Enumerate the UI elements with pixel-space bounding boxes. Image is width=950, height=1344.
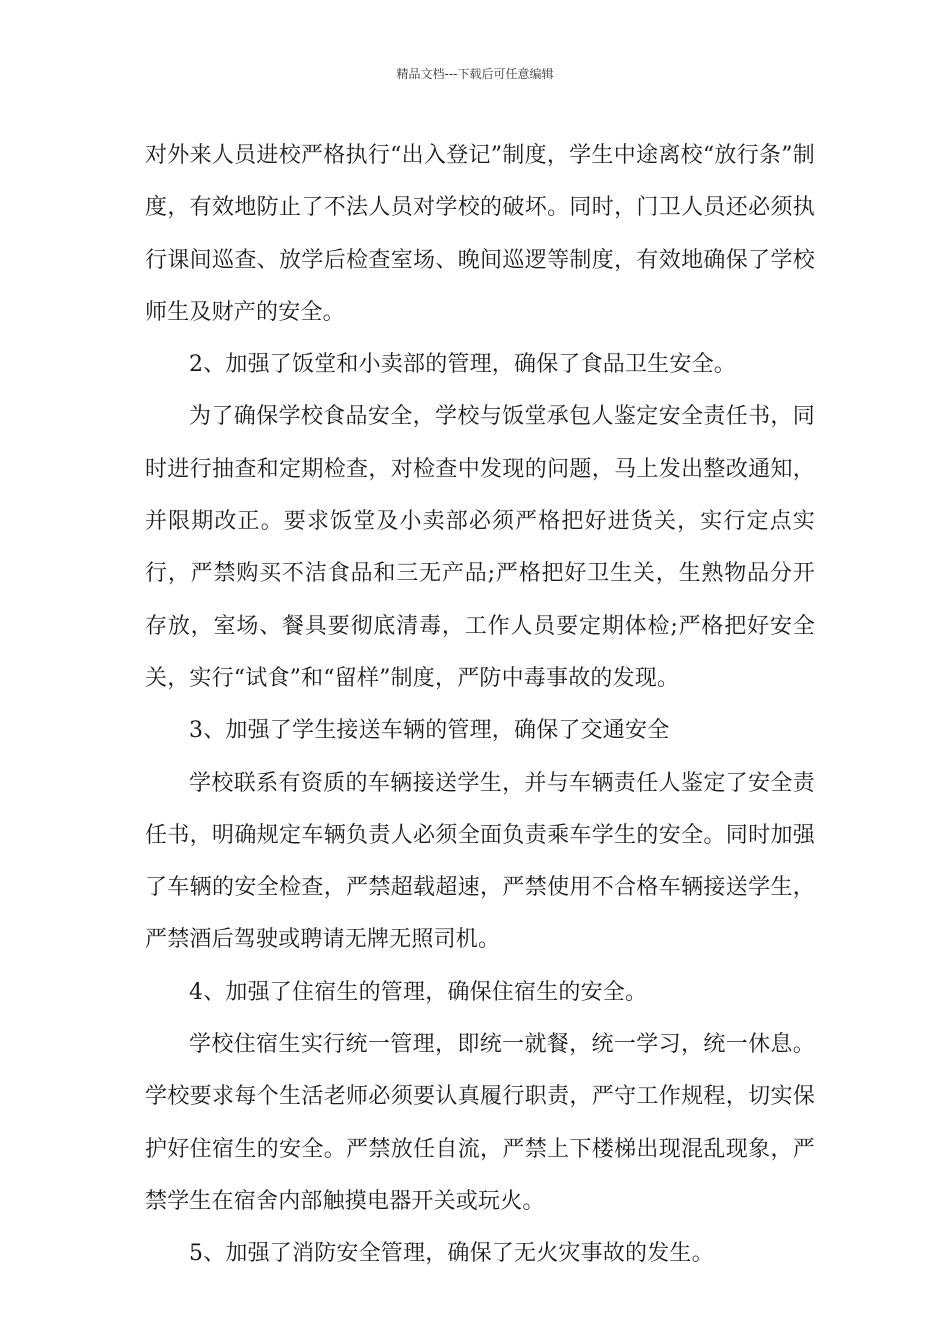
heading-vehicle-management: 3、加强了学生接送车辆的管理，确保了交通安全 <box>189 718 670 744</box>
paragraph-vehicle-safety: 学校联系有资质的车辆接送学生，并与车辆责任人鉴定了安全责任书，明确规定车辆负责人必须全面负责乘车学生的安全。同时加强了车辆的安全检查，严禁超载超速，严禁使用不合格车辆接送学生，严禁酒后驾驶或聘请无牌无照司机。 <box>145 770 815 953</box>
page-header: 精品文档---下载后可任意编辑 <box>396 67 554 81</box>
paragraph-boarding-safety: 学校住宿生实行统一管理，即统一就餐，统一学习，统一休息。学校要求每个生活老师必须要认真履行职责，严守工作规程，切实保护好住宿生的安全。严禁放任自流，严禁上下楼梯出现混乱现象，严禁学生在宿舍内部触摸电器开关或玩火。 <box>145 1032 815 1214</box>
paragraph-entry-control: 对外来人员进校严格执行“出入登记”制度，学生中途离校“放行条”制度，有效地防止了不法人员对学校的破坏。同时，门卫人员还必须执行课间巡查、放学后检查室场、晚间巡逻等制度，有效地确保了学校师生及财产的安全。 <box>145 143 815 325</box>
heading-fire-safety: 5、加强了消防安全管理，确保了无火灾事故的发生。 <box>189 1241 714 1267</box>
document-body <box>145 130 815 1281</box>
heading-boarding-management: 4、加强了住宿生的管理，确保住宿生的安全。 <box>189 979 648 1005</box>
paragraph-food-safety: 为了确保学校食品安全，学校与饭堂承包人鉴定安全责任书，同时进行抽查和定期检查，对检查中发现的问题，马上发出整改通知，并限期改正。要求饭堂及小卖部必须严格把好进货关，实行定点实行，严禁购买不洁食品和三无产品;严格把好卫生关，生熟物品分开存放，室场、餐具要彻底清毒，工作人员要定期体检;严格把好安全关，实行“试食”和“留样”制度，严防中毒事故的发现。 <box>145 404 815 691</box>
heading-canteen-management: 2、加强了饭堂和小卖部的管理，确保了食品卫生安全。 <box>189 352 736 378</box>
